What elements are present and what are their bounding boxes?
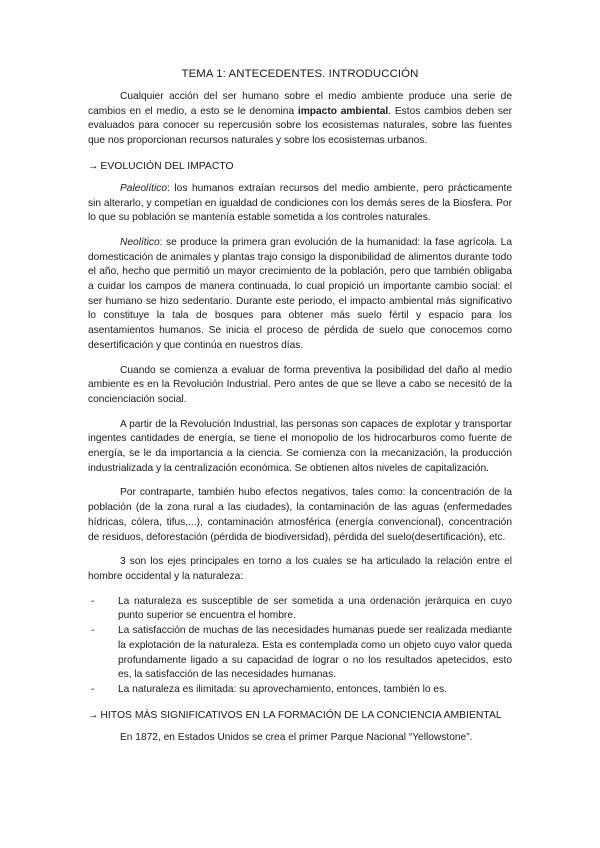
- paleolitico-term: Paleolítico: [120, 182, 168, 194]
- list-item-text: La satisfacción de muchas de las necesidades humanas puede ser realizada mediante la explotación de la naturaleza. Esta es contemplada como un objeto cuyo valor queda profundamente ligado a su capacidad de lograr o no los resultados apetecidos, esto es, la satisfacción de las necesidades humanas.: [118, 625, 512, 681]
- neolitico-term: Neolítico: [120, 236, 160, 248]
- intro-text-before: Cualquier acción del ser humano sobre el medio ambiente produce una serie de cambios en el medio, a esto se le denomina: [88, 91, 512, 117]
- list-item: [88, 683, 512, 698]
- intro-bold-term: impacto ambiental: [297, 105, 389, 117]
- dash-bullet: -: [91, 625, 95, 637]
- revolucion-paragraph: A partir de la Revolución Industrial, las personas son capaces de explotar y transportar ingentes cantidades de energía, se tiene el monopolio de los hidrocarburos como fuente de energía, se le da importancia a la ciencia. Se comienza con la mecanización, la producción industrializada y la centralización económica. Se obtienen altos niveles de capitalización.: [88, 418, 512, 474]
- ejes-list: [88, 595, 512, 698]
- intro-paragraph: [88, 90, 512, 149]
- dash-bullet: -: [91, 595, 95, 607]
- list-item-text: La naturaleza es ilimitada: su aprovechamiento, entonces, también lo es.: [118, 683, 448, 695]
- intro-text-after: . Estos cambios deben ser evaluados para conocer su repercusión sobre los ecosistemas naturales, sobre las fuentes que nos proporcionan recursos naturales y sobre los ecosistemas urbanos.: [88, 105, 512, 147]
- list-item: [88, 595, 512, 624]
- arrow-right-icon: →: [88, 160, 99, 172]
- section-heading-evolucion: [88, 161, 512, 172]
- paleolitico-paragraph: [88, 182, 512, 226]
- section-heading-hitos: [88, 710, 512, 721]
- dash-bullet: -: [91, 683, 95, 695]
- paleolitico-text: : los humanos extraían recursos del medio ambiente, pero prácticamente sin alterarlo, y competían en igualdad de condiciones con los demás seres de la Biosfera. Por lo que su población se mantenía estable sometida a los controles naturales.: [88, 182, 512, 224]
- page-title: TEMA 1: ANTECEDENTES. INTRODUCCIÓN: [181, 68, 419, 80]
- yellowstone-paragraph: En 1872, en Estados Unidos se crea el primer Parque Nacional “Yellowstone”.: [120, 731, 473, 743]
- list-item: [88, 624, 512, 683]
- list-item-text: La naturaleza es susceptible de ser sometida a una ordenación jerárquica en cuyo punto superior se encuentra el hombre.: [118, 595, 512, 622]
- ejes-paragraph: 3 son los ejes principales en torno a los cuales se ha articulado la relación entre el hombre occidental y la naturaleza:: [88, 556, 512, 582]
- neolitico-text: : se produce la primera gran evolución de la humanidad: la fase agrícola. La domesticación de animales y plantas trajo consigo la disponibilidad de alimentos durante todo el año, hecho que permitió un mayor crecimiento de la población, pero que también obligaba a cuidar los campos de manera continuada, lo cual propició un importante cambio social: el ser humano se hizo sedentario. Durante este periodo, el impacto ambiental más significativo lo constituye la tala de bosques para obtener más suelo fértil y espacio para los asentamientos humanos. Se inicia el proceso de pérdida de suelo que conocemos como desertificación y que continúa en nuestros días.: [88, 236, 512, 351]
- evaluar-paragraph: Cuando se comienza a evaluar de forma preventiva la posibilidad del daño al medio ambiente es en la Revolución Industrial. Pero antes de que se lleve a cabo se necesitó de la concienciación social.: [88, 364, 512, 405]
- arrow-right-icon: →: [88, 709, 99, 721]
- section-heading-text: HITOS MÁS SIGNIFICATIVOS EN LA FORMACIÓN DE LA CONCIENCIA AMBIENTAL: [100, 709, 502, 721]
- negativos-paragraph: Por contraparte, también hubo efectos negativos, tales como: la concentración de la población (de la zona rural a las ciudades), la contaminación de las aguas (enfermedades hídricas, cólera, tifus,...), contaminación atmosférica (energía convencional), concentración de residuos, deforestación (pérdida de biodiversidad), pérdida del suelo(desertificación), etc.: [88, 487, 512, 543]
- section-heading-text: EVOLUCIÓN DEL IMPACTO: [100, 160, 234, 172]
- neolitico-paragraph: [88, 236, 512, 354]
